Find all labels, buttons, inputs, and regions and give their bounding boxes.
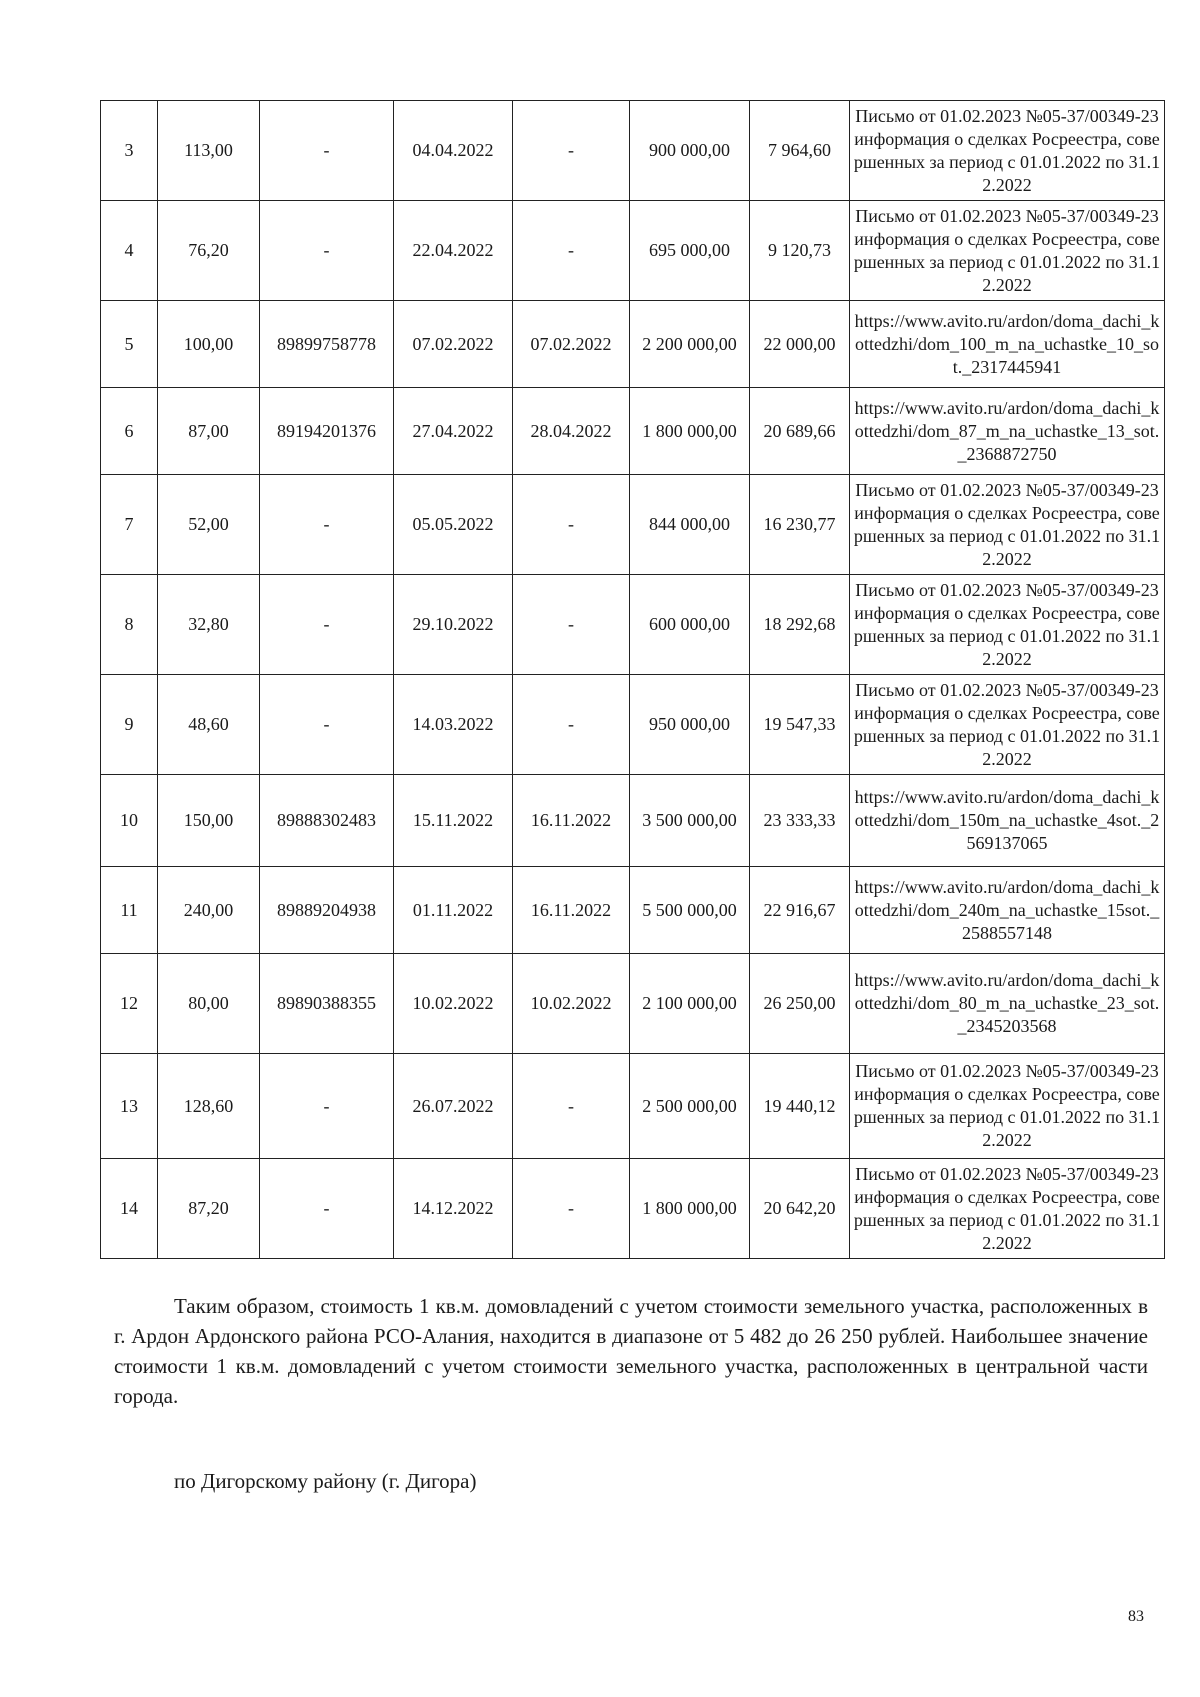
cell-price-per-sqm: 19 547,33 — [750, 675, 850, 775]
cell-area: 150,00 — [158, 775, 260, 867]
cell-price-per-sqm: 20 689,66 — [750, 388, 850, 475]
cell-phone: 89899758778 — [260, 301, 394, 388]
cell-area: 128,60 — [158, 1054, 260, 1159]
cell-phone: - — [260, 475, 394, 575]
summary-paragraph: Таким образом, стоимость 1 кв.м. домовладений с учетом стоимости земельного участка, расположенных в г. Ардон Ардонского района РСО-Алания, находится в диапазоне от 5 482 до 26 250 рублей. Наибольшее значение стоимости 1 кв.м. домовладений с учетом стоимости земельного участка, расположенных в центральной части города. — [114, 1294, 1148, 1408]
cell-price: 1 800 000,00 — [630, 388, 750, 475]
cell-price-per-sqm: 20 642,20 — [750, 1159, 850, 1259]
table-row — [101, 954, 1165, 1054]
cell-number: 14 — [101, 1159, 158, 1259]
cell-date-2: 07.02.2022 — [513, 301, 630, 388]
cell-source-link: https://www.avito.ru/ardon/doma_dachi_kottedzhi/dom_240m_na_uchastke_15sot._2588557148 — [850, 867, 1165, 954]
cell-phone: - — [260, 575, 394, 675]
cell-date-1: 14.03.2022 — [394, 675, 513, 775]
cell-date-1: 01.11.2022 — [394, 867, 513, 954]
cell-date-1: 05.05.2022 — [394, 475, 513, 575]
cell-source-link: https://www.avito.ru/ardon/doma_dachi_kottedzhi/dom_150m_na_uchastke_4sot._2569137065 — [850, 775, 1165, 867]
section-subheading: по Дигорскому району (г. Дигора) — [174, 1469, 477, 1493]
cell-date-1: 27.04.2022 — [394, 388, 513, 475]
cell-number: 13 — [101, 1054, 158, 1159]
cell-price: 3 500 000,00 — [630, 775, 750, 867]
cell-number: 5 — [101, 301, 158, 388]
cell-price: 2 500 000,00 — [630, 1054, 750, 1159]
cell-price-per-sqm: 18 292,68 — [750, 575, 850, 675]
cell-phone: 89889204938 — [260, 867, 394, 954]
cell-price-per-sqm: 22 000,00 — [750, 301, 850, 388]
cell-number: 7 — [101, 475, 158, 575]
cell-area: 32,80 — [158, 575, 260, 675]
cell-price-per-sqm: 16 230,77 — [750, 475, 850, 575]
sales-table — [100, 100, 1165, 1259]
cell-phone: - — [260, 675, 394, 775]
table-row — [101, 575, 1165, 675]
cell-date-1: 10.02.2022 — [394, 954, 513, 1054]
cell-number: 3 — [101, 101, 158, 201]
cell-date-2: - — [513, 575, 630, 675]
cell-phone: - — [260, 201, 394, 301]
cell-area: 87,00 — [158, 388, 260, 475]
cell-price-per-sqm: 7 964,60 — [750, 101, 850, 201]
cell-date-2: 16.11.2022 — [513, 867, 630, 954]
cell-number: 4 — [101, 201, 158, 301]
cell-phone: - — [260, 101, 394, 201]
cell-phone: 89194201376 — [260, 388, 394, 475]
cell-price: 695 000,00 — [630, 201, 750, 301]
cell-date-1: 29.10.2022 — [394, 575, 513, 675]
cell-price-per-sqm: 26 250,00 — [750, 954, 850, 1054]
cell-source-link: https://www.avito.ru/ardon/doma_dachi_kottedzhi/dom_100_m_na_uchastke_10_sot._2317445941 — [850, 301, 1165, 388]
table-row — [101, 1159, 1165, 1259]
table-row — [101, 201, 1165, 301]
cell-area: 100,00 — [158, 301, 260, 388]
cell-number: 6 — [101, 388, 158, 475]
cell-number: 11 — [101, 867, 158, 954]
cell-area: 113,00 — [158, 101, 260, 201]
cell-number: 9 — [101, 675, 158, 775]
cell-source: Письмо от 01.02.2023 №05-37/00349-23 информация о сделках Росреестра, совершенных за период с 01.01.2022 по 31.12.2022 — [850, 1159, 1165, 1259]
cell-number: 8 — [101, 575, 158, 675]
page-number: 83 — [1128, 1608, 1144, 1625]
cell-source: Письмо от 01.02.2023 №05-37/00349-23 информация о сделках Росреестра, совершенных за период с 01.01.2022 по 31.12.2022 — [850, 201, 1165, 301]
cell-date-2: - — [513, 101, 630, 201]
cell-area: 48,60 — [158, 675, 260, 775]
cell-price: 900 000,00 — [630, 101, 750, 201]
table-row — [101, 867, 1165, 954]
cell-source: Письмо от 01.02.2023 №05-37/00349-23 информация о сделках Росреестра, совершенных за период с 01.01.2022 по 31.12.2022 — [850, 1054, 1165, 1159]
cell-phone: - — [260, 1159, 394, 1259]
cell-date-2: - — [513, 475, 630, 575]
cell-date-1: 07.02.2022 — [394, 301, 513, 388]
cell-source: Письмо от 01.02.2023 №05-37/00349-23 информация о сделках Росреестра, совершенных за период с 01.01.2022 по 31.12.2022 — [850, 575, 1165, 675]
cell-date-2: - — [513, 675, 630, 775]
cell-source: Письмо от 01.02.2023 №05-37/00349-23 информация о сделках Росреестра, совершенных за период с 01.01.2022 по 31.12.2022 — [850, 101, 1165, 201]
cell-area: 87,20 — [158, 1159, 260, 1259]
cell-area: 240,00 — [158, 867, 260, 954]
cell-area: 76,20 — [158, 201, 260, 301]
cell-phone: - — [260, 1054, 394, 1159]
cell-date-2: 16.11.2022 — [513, 775, 630, 867]
cell-number: 12 — [101, 954, 158, 1054]
cell-date-2: 28.04.2022 — [513, 388, 630, 475]
cell-area: 80,00 — [158, 954, 260, 1054]
table-row — [101, 775, 1165, 867]
cell-price: 844 000,00 — [630, 475, 750, 575]
cell-date-1: 14.12.2022 — [394, 1159, 513, 1259]
cell-price: 1 800 000,00 — [630, 1159, 750, 1259]
cell-price-per-sqm: 22 916,67 — [750, 867, 850, 954]
cell-date-2: 10.02.2022 — [513, 954, 630, 1054]
cell-date-1: 04.04.2022 — [394, 101, 513, 201]
table-row — [101, 1054, 1165, 1159]
cell-source: Письмо от 01.02.2023 №05-37/00349-23 информация о сделках Росреестра, совершенных за период с 01.01.2022 по 31.12.2022 — [850, 475, 1165, 575]
table-row — [101, 388, 1165, 475]
table-row — [101, 675, 1165, 775]
cell-price: 600 000,00 — [630, 575, 750, 675]
cell-date-2: - — [513, 201, 630, 301]
cell-date-2: - — [513, 1054, 630, 1159]
cell-price-per-sqm: 9 120,73 — [750, 201, 850, 301]
cell-number: 10 — [101, 775, 158, 867]
cell-phone: 89888302483 — [260, 775, 394, 867]
cell-date-1: 15.11.2022 — [394, 775, 513, 867]
cell-source: Письмо от 01.02.2023 №05-37/00349-23 информация о сделках Росреестра, совершенных за период с 01.01.2022 по 31.12.2022 — [850, 675, 1165, 775]
cell-date-1: 22.04.2022 — [394, 201, 513, 301]
cell-source-link: https://www.avito.ru/ardon/doma_dachi_kottedzhi/dom_87_m_na_uchastke_13_sot._2368872750 — [850, 388, 1165, 475]
cell-date-1: 26.07.2022 — [394, 1054, 513, 1159]
cell-price: 2 200 000,00 — [630, 301, 750, 388]
table-row — [101, 475, 1165, 575]
table-row — [101, 301, 1165, 388]
cell-price: 2 100 000,00 — [630, 954, 750, 1054]
table-row — [101, 101, 1165, 201]
cell-price: 5 500 000,00 — [630, 867, 750, 954]
cell-source-link: https://www.avito.ru/ardon/doma_dachi_kottedzhi/dom_80_m_na_uchastke_23_sot._2345203568 — [850, 954, 1165, 1054]
cell-phone: 89890388355 — [260, 954, 394, 1054]
cell-area: 52,00 — [158, 475, 260, 575]
cell-price: 950 000,00 — [630, 675, 750, 775]
cell-date-2: - — [513, 1159, 630, 1259]
cell-price-per-sqm: 19 440,12 — [750, 1054, 850, 1159]
cell-price-per-sqm: 23 333,33 — [750, 775, 850, 867]
